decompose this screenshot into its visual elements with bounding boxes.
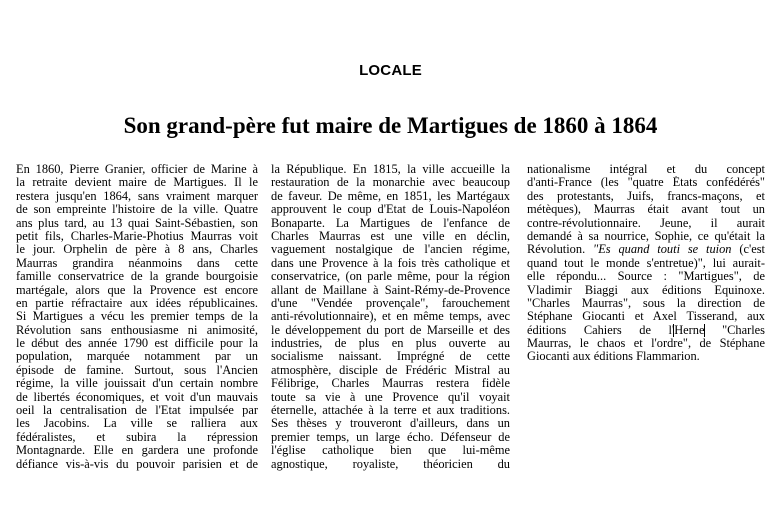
text-line: défiance vis-à-vis du pouvoir parisien et de bbox=[16, 457, 258, 471]
text-line: Charles Maurras est une ville en déclin, bbox=[271, 229, 510, 243]
text-line: la République. En 1815, la ville accueille la bbox=[271, 163, 510, 176]
article-column-2 bbox=[271, 163, 510, 471]
text-line: éternelle, attachée à la terre et aux traditions. bbox=[271, 404, 510, 418]
text-line: nationalisme intégral et du concept bbox=[527, 163, 765, 176]
text-line: Maurras, le chaos et l'ordre", de Stéphane bbox=[527, 337, 765, 351]
text-line: Maurras grandira néanmoins dans cette bbox=[16, 256, 258, 270]
text-line: restauration de la monarchie avec beaucoup bbox=[271, 176, 510, 190]
text-line: Stéphane Giocanti et Axel Tisserand, aux bbox=[527, 310, 765, 324]
text-line: Giocanti aux éditions Flammarion. bbox=[527, 350, 700, 364]
text-line: industries, de plus en plus ouverte au bbox=[271, 337, 510, 351]
text-line: les Jacobins. La ville se ralliera aux bbox=[16, 417, 258, 431]
text-line: demandé à sa nourrice, Sophie, ce qu'était la bbox=[527, 229, 765, 243]
text-line: l'église catholique bien que lui-même bbox=[271, 444, 510, 458]
text-line: Révolution sans enthousiasme ni animosité, bbox=[16, 323, 258, 337]
text-line: de son empreinte l'histoire de la ville. Quatre bbox=[16, 203, 258, 217]
text-line: de libertés économiques, et voit d'un mauvais bbox=[16, 390, 258, 404]
article-column-1 bbox=[16, 163, 258, 471]
text-line: ans plus tard, au 13 quai Saint-Sébastien, son bbox=[16, 216, 258, 230]
text-line: d'anti-France (les "quatre États confédérés" bbox=[527, 176, 765, 190]
text-line: Félibrige, Charles Maurras restera fidèle bbox=[271, 377, 510, 391]
text-line: Ses thèses y trouveront d'ailleurs, dans un bbox=[271, 417, 510, 431]
text-line: Vladimir Biaggi aux éditions Equinoxe. bbox=[527, 283, 765, 297]
text-line: toute sa vie à une Provence qu'il voyait bbox=[271, 390, 510, 404]
text-line: allant de Maillane à Saint-Rémy-de-Provence bbox=[271, 283, 510, 297]
text-line: le jour. Orphelin de père à 8 ans, Charles bbox=[16, 243, 258, 257]
text-line: petit fils, Charles-Marie-Photius Maurras voit bbox=[16, 229, 258, 243]
text-run: Révolution. bbox=[527, 243, 586, 257]
text-line: fédéralistes, et subira la répression bbox=[16, 430, 258, 444]
text-line: oeil la centralisation de l'Etat impulsée par bbox=[16, 404, 258, 418]
text-line: le développement du port de Marseille et des bbox=[271, 323, 510, 337]
text-line: anti-révolutionnaire), et en même temps, avec bbox=[271, 310, 510, 324]
article-column-3 bbox=[527, 163, 765, 364]
text-line: quand tout le monde s'entretue)", lui aurait- bbox=[527, 256, 765, 270]
text-line: elle répondu... Source : "Martigues", de bbox=[527, 270, 765, 284]
text-line: Montagnarde. Elle en gardera une profonde bbox=[16, 444, 258, 458]
text-line: épisode de famine. Surtout, sous l'Ancien bbox=[16, 363, 258, 377]
italic-quote: "Es quand touti se tuion bbox=[593, 243, 732, 257]
text-line: conservatrice, (on parle même, pour la région bbox=[271, 270, 510, 284]
text-line: Si Martigues a vécu les premier temps de la bbox=[16, 310, 258, 324]
text-line: vaguement nostalgique de l'ancien régime, bbox=[271, 243, 510, 257]
text-line: régime, la ville jouissait d'un certain nombre bbox=[16, 377, 258, 391]
text-run: (c'est bbox=[739, 243, 765, 257]
text-line: approuvent le coup d'Etat de Louis-Napoléon bbox=[271, 203, 510, 217]
text-line: restera jusqu'en 1864, sans vraiment marquer bbox=[16, 189, 258, 203]
text-run: éditions Cahiers de l' bbox=[527, 323, 675, 337]
text-line: "Charles Maurras", sous la direction de bbox=[527, 296, 765, 310]
text-line: Bonaparte. La Martigues de l'enfance de bbox=[271, 216, 510, 230]
text-line: dans une Provence à la fois très catholique et bbox=[271, 256, 510, 270]
text-line: le début des année 1790 est difficile pour la bbox=[16, 337, 258, 351]
text-line: martégale, alors que la Provence est encore bbox=[16, 283, 258, 297]
text-line: atmosphère, disciple de Frédéric Mistral au bbox=[271, 363, 510, 377]
text-line: contre-révolutionnaire. Jeune, il aurait bbox=[527, 216, 765, 230]
text-line: agnostique, royaliste, théoricien du bbox=[271, 457, 510, 471]
highlighted-word: Herne bbox=[674, 323, 705, 337]
text-line: d'une "Vendée provençale", farouchement bbox=[271, 296, 510, 310]
text-line: En 1860, Pierre Granier, officier de Marine à bbox=[16, 163, 258, 176]
article-headline: Son grand-père fut maire de Martigues de 1860 à 1864 bbox=[123, 113, 658, 138]
text-line: famille conservatrice de la grande bourgoisie bbox=[16, 270, 258, 284]
text-line: premier temps, un large écho. Défenseur de bbox=[271, 430, 510, 444]
text-line: socialisme naissant. Imprégné de cette bbox=[271, 350, 510, 364]
text-line: de faveur. De même, en 1851, les Martégaux bbox=[271, 189, 510, 203]
text-line: en partie réfractaire aux idées républicaines. bbox=[16, 296, 258, 310]
text-line: la retraite devient maire de Martigues. Il le bbox=[16, 176, 258, 190]
section-label: LOCALE bbox=[359, 62, 422, 79]
text-line bbox=[527, 243, 765, 256]
text-run: "Charles bbox=[722, 323, 765, 337]
text-line bbox=[527, 324, 765, 337]
text-line: population, marquée notamment par un bbox=[16, 350, 258, 364]
text-line: des protestants, Juifs, francs-maçons, et bbox=[527, 189, 765, 203]
text-line: métèques), Maurras était avant tout un bbox=[527, 203, 765, 217]
